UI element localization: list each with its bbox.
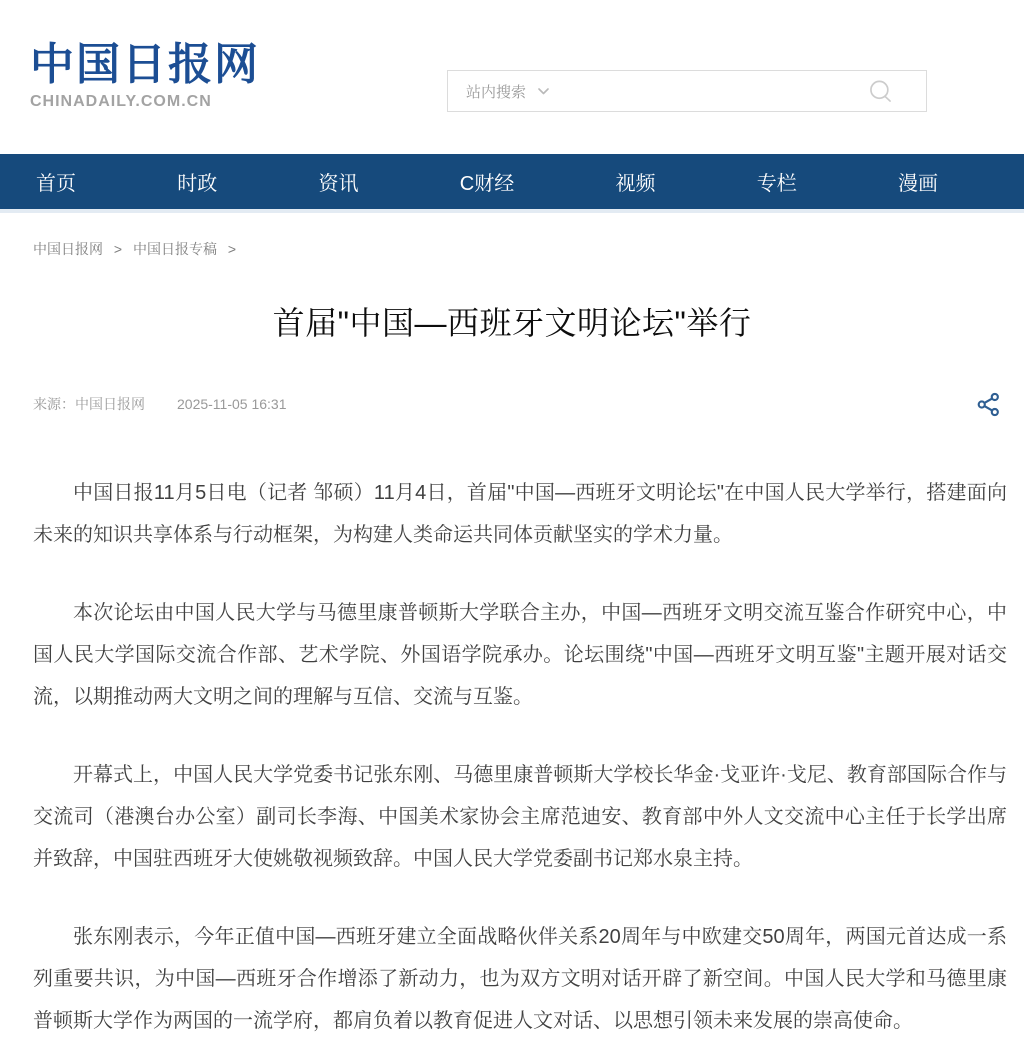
article-paragraph: 开幕式上，中国人民大学党委书记张东刚、马德里康普顿斯大学校长华金·戈亚许·戈尼、教育部国际合作与交流司（港澳台办公室）副司长李海、中国美术家协会主席范迪安、教育部中外人文交流中心主任于长学出席并致辞，中国驻西班牙大使姚敬视频致辞。中国人民大学党委副书记郑水泉主持。: [33, 763, 1007, 870]
breadcrumb-link-home[interactable]: 中国日报网: [33, 241, 103, 257]
breadcrumb-separator: >: [227, 241, 237, 257]
publish-time: 2025-11-05 16:31: [177, 396, 287, 413]
nav-item-column[interactable]: 专栏: [756, 173, 797, 195]
share-icon: [975, 391, 1002, 418]
nav-item-home[interactable]: 首页: [36, 173, 76, 195]
search-category-select[interactable]: [448, 81, 563, 102]
article-paragraph: 本次论坛由中国人民大学与马德里康普顿斯大学联合主办，中国—西班牙文明交流互鉴合作研究中心，中国人民大学国际交流合作部、艺术学院、外国语学院承办。论坛围绕"中国—西班牙文明互鉴"主题开展对话交流，以期推动两大文明之间的理解与互信、交流与互鉴。: [33, 601, 1007, 708]
main-nav: [0, 154, 1024, 209]
logo-title: 中国日报网: [30, 39, 260, 90]
article-paragraph: 张东刚表示，今年正值中国—西班牙建立全面战略伙伴关系20周年与中欧建交50周年，两国元首达成一系列重要共识，为中国—西班牙合作增添了新动力，也为双方文明对话开辟了新空间。中国人民大学和马德里康普顿斯大学作为两国的一流学府，都肩负着以教育促进人文对话、以思想引领未来发展的崇高使命。: [33, 925, 1007, 1032]
share-button[interactable]: [975, 391, 1002, 418]
article-body: [0, 472, 1024, 1042]
site-search: [447, 70, 927, 112]
nav-bottom-strip: [0, 209, 1024, 213]
search-icon: [867, 78, 894, 105]
article-paragraph: 中国日报11月5日电（记者 邹硕）11月4日，首届"中国—西班牙文明论坛"在中国人民大学举行，搭建面向未来的知识共享体系与行动框架，为构建人类命运共同体贡献坚实的学术力量。: [33, 481, 1007, 546]
article-meta-row: [33, 391, 1002, 418]
search-button[interactable]: [867, 78, 894, 105]
breadcrumb-separator: >: [113, 241, 123, 257]
article-meta: [33, 394, 287, 414]
article-title: 首届"中国—西班牙文明论坛"举行: [272, 305, 752, 341]
source-label: 来源：: [33, 396, 75, 413]
breadcrumb-link-section[interactable]: 中国日报专稿: [132, 241, 217, 257]
nav-item-video[interactable]: 视频: [615, 173, 656, 195]
breadcrumb: [33, 239, 1007, 259]
nav-item-news[interactable]: 资讯: [318, 173, 359, 195]
source-name: 中国日报网: [75, 396, 145, 413]
nav-item-comics[interactable]: 漫画: [897, 173, 938, 195]
nav-item-finance[interactable]: C财经: [459, 173, 515, 195]
search-input[interactable]: [563, 72, 867, 110]
chevron-down-icon: [538, 88, 549, 95]
logo-subtitle: CHINADAILY.COM.CN: [30, 92, 212, 110]
nav-item-politics[interactable]: 时政: [177, 173, 218, 195]
search-category-label: 站内搜索: [466, 83, 527, 101]
site-logo[interactable]: [30, 40, 260, 111]
site-header: [0, 0, 1024, 154]
